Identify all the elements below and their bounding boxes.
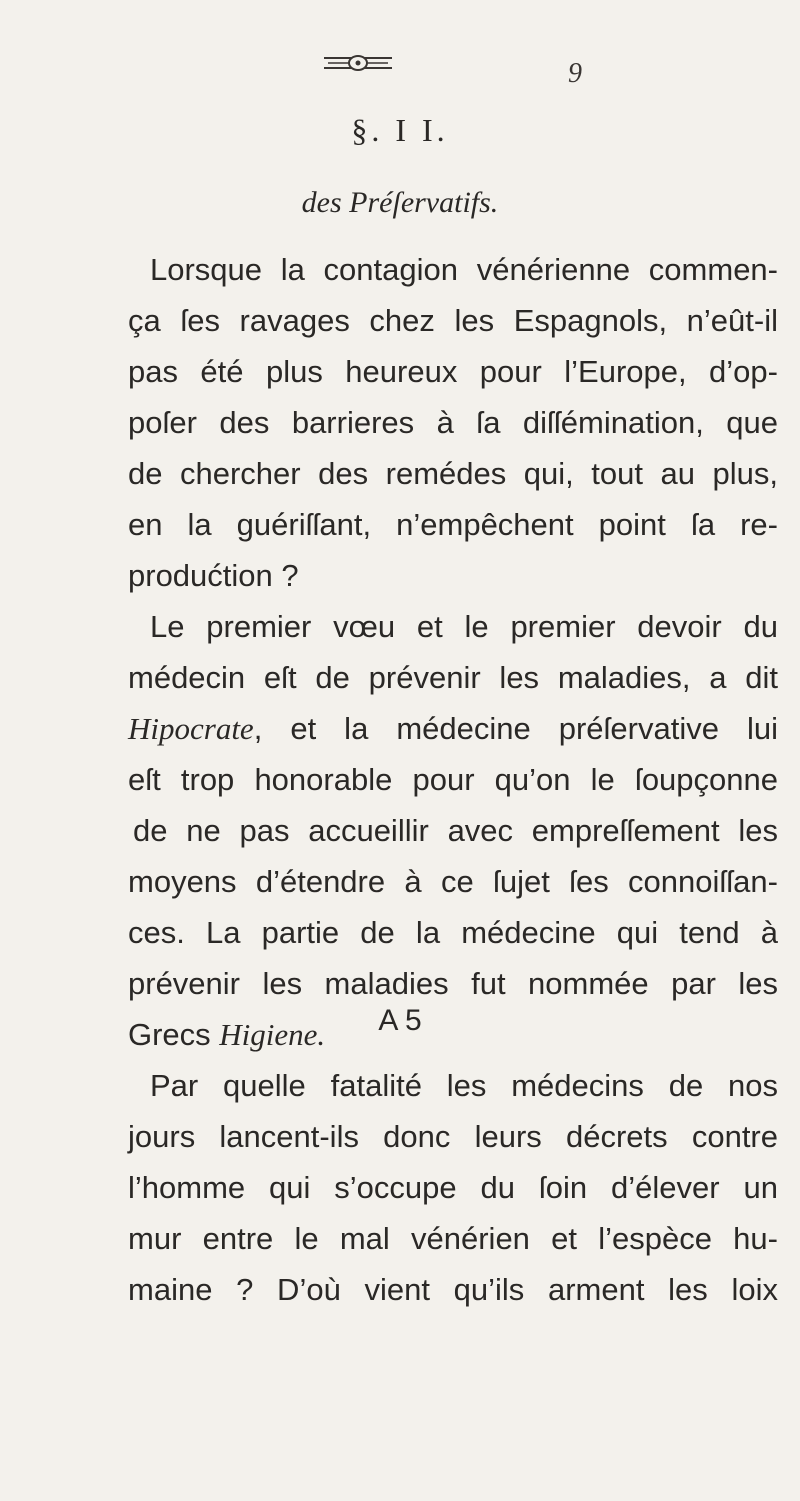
ornament-icon <box>322 52 394 74</box>
signature-mark: A 5 <box>378 1004 422 1037</box>
text-line: jours lancent-ils donc leurs décrets contre <box>128 1119 778 1154</box>
text-line: médecin eſt de prévenir les maladies, a dit <box>128 660 778 695</box>
text-line: prévenir les maladies fut nommée par les <box>128 966 778 1001</box>
text-line: produćtion ? <box>128 558 299 593</box>
text-line: l’homme qui s’occupe du ſoin d’élever un <box>128 1170 778 1205</box>
text-line: ces. La partie de la médecine qui tend à <box>128 915 778 950</box>
text-line: poſer des barrieres à ſa diſſémination, que <box>128 405 778 440</box>
section-title: des Préſervatifs. <box>301 186 499 219</box>
text-fragment: Grecs <box>128 1017 220 1052</box>
text-line: pas été plus heureux pour l’Europe, d’op- <box>128 354 778 389</box>
text-line: de chercher des remédes qui, tout au plus, <box>128 456 778 491</box>
text-line: Lorsque la contagion vénérienne commen- <box>150 252 778 287</box>
text-line: Le premier vœu et le premier devoir du <box>150 609 778 644</box>
text-line: Par quelle fatalité les médecins de nos <box>150 1068 778 1103</box>
text-line: ça ſes ravages chez les Espagnols, n’eût-il <box>128 303 778 338</box>
page-number: 9 <box>568 58 582 89</box>
text-line <box>128 703 778 754</box>
text-line: moyens d’étendre à ce ſujet ſes connoiſſan- <box>128 864 778 899</box>
text-line: eſt trop honorable pour qu’on le ſoupçonne <box>128 762 778 797</box>
text-line: maine ? D’où vient qu’ils arment les loix <box>128 1272 778 1307</box>
text-line: en la guériſſant, n’empêchent point ſa re- <box>128 507 778 542</box>
author-name: Hipocrate <box>128 711 254 746</box>
text-line: mur entre le mal vénérien et l’espèce hu- <box>128 1221 778 1256</box>
text-fragment: , et la médecine préſervative lui <box>253 711 778 746</box>
text-line: de ne pas accueillir avec empreſſement les <box>133 813 778 848</box>
section-heading: §. I I. <box>351 112 449 148</box>
term-italic: Higiene. <box>219 1017 326 1052</box>
body-text <box>128 244 778 1315</box>
